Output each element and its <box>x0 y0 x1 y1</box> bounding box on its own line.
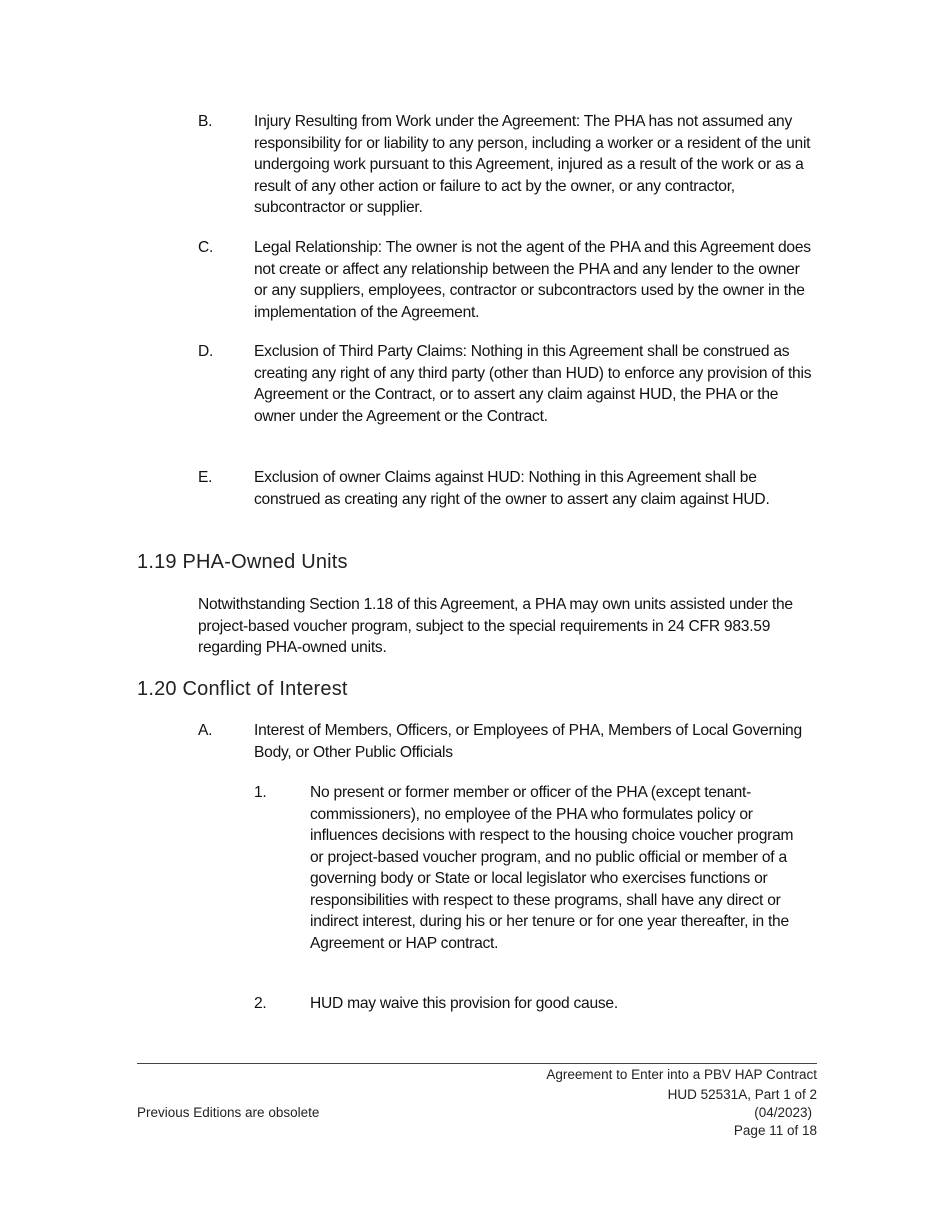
list-text: Exclusion of owner Claims against HUD: Nothing in this Agreement shall be construed as creating any right of the owner to assert any claim against HUD. <box>254 469 770 508</box>
section-body-1-19: Notwithstanding Section 1.18 of this Agreement, a PHA may own units assisted under the project-based voucher program, subject to the special requirements in 24 CFR 983.59 regarding PHA-owned units. <box>198 596 793 656</box>
sub-item-1 <box>254 782 814 954</box>
list-label: D. <box>198 343 214 360</box>
sub-item-2 <box>254 993 814 1015</box>
sub-text: No present or former member or officer of the PHA (except tenant-commissioners), no employee of the PHA who formulates policy or influences decisions with respect to the housing choice voucher program or project-based voucher program, and no public official or member of a governing body or State or local legislator who exercises functions or responsibilities with respect to these programs, shall have any direct or indirect interest, during his or her tenure or for one year thereafter, in the Agreement or HAP contract. <box>310 784 794 952</box>
footer-obsolete-note: Previous Editions are obsolete <box>137 1105 320 1120</box>
list-item-e <box>198 467 818 510</box>
list-text: Injury Resulting from Work under the Agreement: The PHA has not assumed any responsibility for or liability to any person, including a worker or a resident of the unit undergoing work pursuant to this Agreement, injured as a result of the work or as a result of any other action or failure to act by the owner, or any contractor, subcontractor or supplier. <box>254 113 811 216</box>
sub-label: 2. <box>254 995 267 1012</box>
list-label: B. <box>198 113 213 130</box>
list-text: Interest of Members, Officers, or Employees of PHA, Members of Local Governing Body, or Other Public Officials <box>254 722 802 761</box>
list-label: E. <box>198 469 213 486</box>
footer-page-number: Page 11 of 18 <box>733 1123 817 1138</box>
footer-date: (04/2023) <box>754 1105 812 1120</box>
footer-title: Agreement to Enter into a PBV HAP Contract <box>546 1067 817 1082</box>
list-text: Legal Relationship: The owner is not the agent of the PHA and this Agreement does not create or affect any relationship between the PHA and any lender to the owner or any suppliers, employees, contractor or subcontractors used by the owner in the implementation of the Agreement. <box>254 239 811 321</box>
footer-form-number: HUD 52531A, Part 1 of 2 <box>667 1087 817 1102</box>
list-item-b <box>198 111 818 219</box>
list-label: C. <box>198 239 214 256</box>
sub-label: 1. <box>254 784 267 801</box>
footer-divider <box>137 1063 817 1064</box>
list-item-c <box>198 237 818 323</box>
list-text: Exclusion of Third Party Claims: Nothing in this Agreement shall be construed as creating any right of any third party (other than HUD) to enforce any provision of this Agreement or the Contract, or to assert any claim against HUD, the PHA or the owner under the Agreement or the Contract. <box>254 343 812 425</box>
list-item-d <box>198 341 818 427</box>
sub-text: HUD may waive this provision for good cause. <box>310 995 618 1012</box>
section-heading-1-20: 1.20 Conflict of Interest <box>137 678 348 700</box>
list-label: A. <box>198 722 213 739</box>
section-heading-1-19: 1.19 PHA-Owned Units <box>137 551 348 573</box>
list-item-a <box>198 720 818 763</box>
